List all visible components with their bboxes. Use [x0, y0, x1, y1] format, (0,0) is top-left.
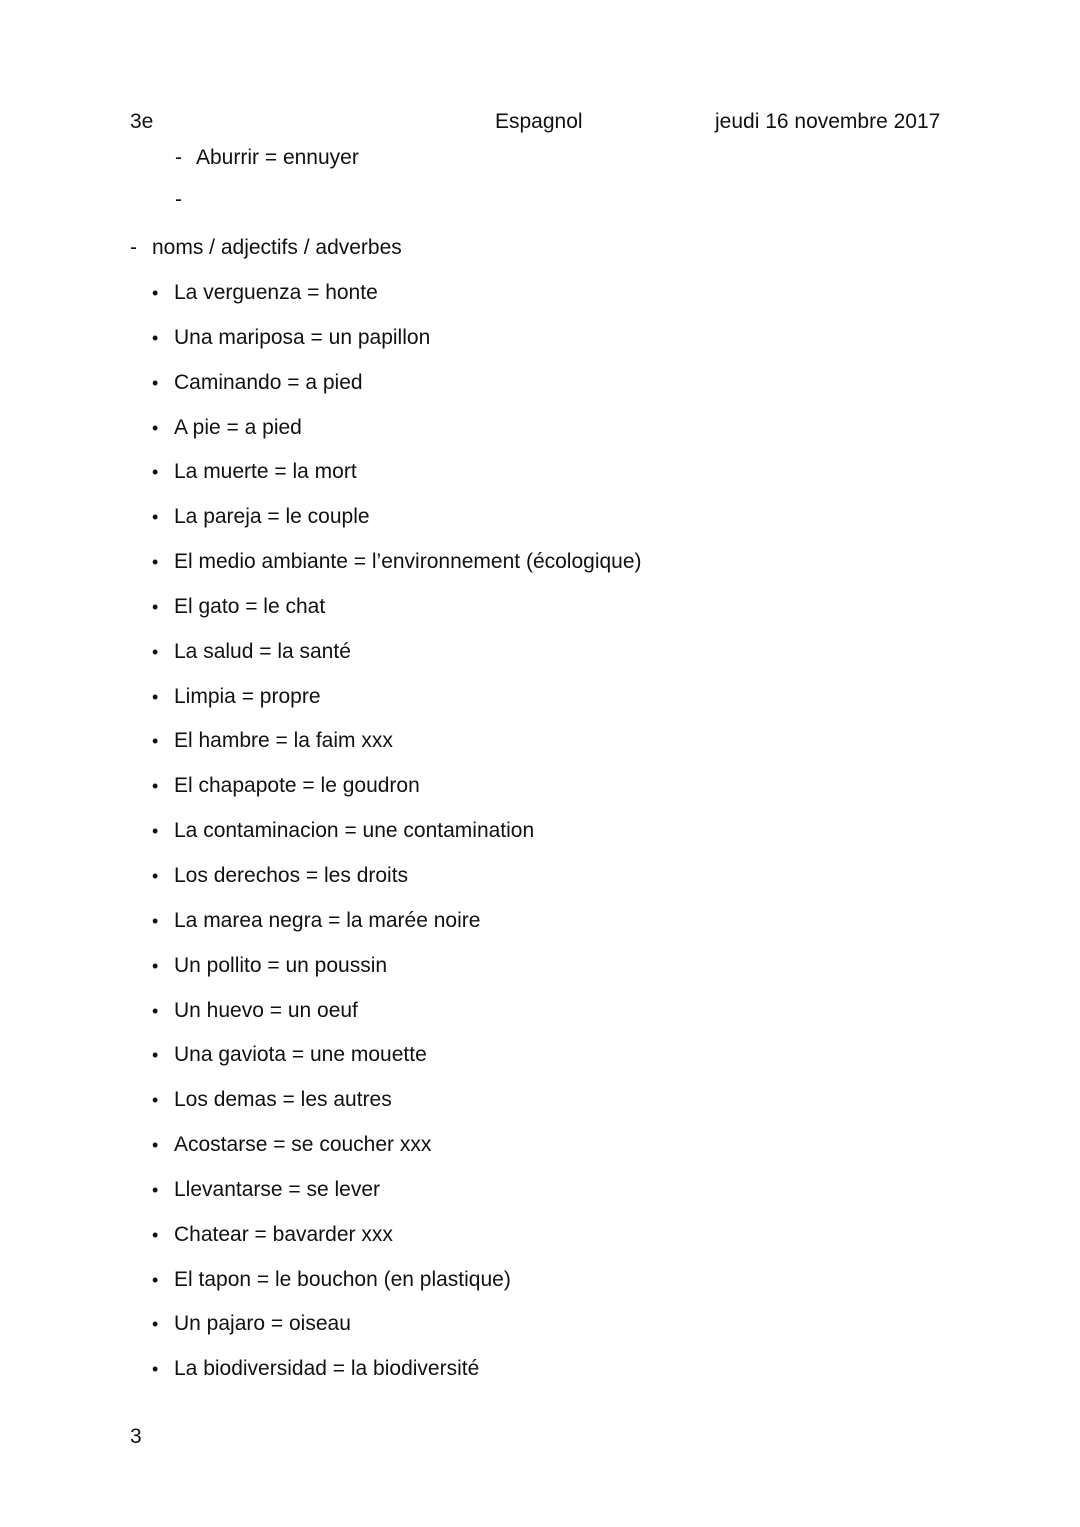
section-title: [130, 234, 402, 262]
bullet-icon: •: [152, 821, 159, 842]
bullet-icon: •: [152, 910, 159, 931]
vocab-text: Los demas = les autres: [174, 1088, 392, 1112]
bullet-icon: •: [152, 1179, 159, 1200]
vocab-text: Una gaviota = une mouette: [174, 1043, 427, 1067]
section-title-text: noms / adjectifs / adverbes: [152, 236, 402, 259]
vocab-text: Limpia = propre: [174, 684, 321, 708]
bullet-icon: •: [152, 641, 159, 662]
header-class: 3e: [130, 110, 154, 133]
vocab-text: La marea negra = la marée noire: [174, 908, 481, 932]
bullet-icon: •: [152, 462, 159, 483]
vocab-text: La muerte = la mort: [174, 460, 357, 484]
vocab-text: A pie = a pied: [174, 415, 302, 439]
verb-line-1: [175, 144, 359, 172]
vocab-text: Acostarse = se coucher xxx: [174, 1133, 432, 1157]
vocab-text: Un pajaro = oiseau: [174, 1312, 351, 1336]
vocab-text: Un huevo = un oeuf: [174, 998, 358, 1022]
vocab-text: El hambre = la faim xxx: [174, 729, 393, 753]
dash-marker: -: [130, 236, 137, 259]
bullet-icon: •: [152, 686, 159, 707]
bullet-icon: •: [152, 1000, 159, 1021]
bullet-icon: •: [152, 417, 159, 438]
bullet-icon: •: [152, 372, 159, 393]
bullet-icon: •: [152, 776, 159, 797]
vocab-text: El chapapote = le goudron: [174, 774, 420, 798]
vocab-text: Caminando = a pied: [174, 370, 363, 394]
vocab-text: La contaminacion = une contamination: [174, 819, 535, 843]
header-subject: Espagnol: [495, 110, 583, 133]
dash-marker: -: [175, 188, 182, 211]
bullet-icon: •: [152, 1359, 159, 1380]
vocab-text: Chatear = bavarder xxx: [174, 1222, 393, 1246]
bullet-icon: •: [152, 507, 159, 528]
dash-marker: -: [175, 146, 182, 169]
bullet-icon: •: [152, 552, 159, 573]
vocab-text: El medio ambiante = l’environnement (écologique): [174, 550, 642, 574]
bullet-icon: •: [152, 1314, 159, 1335]
verb-text: Aburrir = ennuyer: [196, 146, 359, 169]
bullet-icon: •: [152, 283, 159, 303]
vocab-text: Un pollito = un poussin: [174, 953, 388, 977]
bullet-icon: •: [152, 1045, 159, 1066]
bullet-icon: •: [152, 596, 159, 617]
verb-line-2: [175, 186, 196, 214]
vocab-text: El gato = le chat: [174, 594, 326, 618]
bullet-icon: •: [152, 1224, 159, 1245]
vocab-text: La biodiversidad = la biodiversité: [174, 1357, 480, 1381]
vocab-text: La verguenza = honte: [174, 281, 378, 304]
bullet-icon: •: [152, 1269, 159, 1290]
bullet-icon: •: [152, 955, 159, 976]
bullet-icon: •: [152, 1090, 159, 1111]
vocab-text: Los derechos = les droits: [174, 863, 409, 887]
header-date: jeudi 16 novembre 2017: [715, 110, 941, 133]
vocab-text: La pareja = le couple: [174, 505, 370, 529]
vocab-text: Llevantarse = se lever: [174, 1177, 381, 1201]
bullet-icon: •: [152, 327, 159, 348]
bullet-icon: •: [152, 1135, 159, 1156]
vocab-text: Una mariposa = un papillon: [174, 325, 431, 349]
vocab-text: La salud = la santé: [174, 639, 351, 663]
bullet-icon: •: [152, 731, 159, 752]
page-number: 3: [130, 1425, 142, 1448]
vocab-text: El tapon = le bouchon (en plastique): [174, 1267, 511, 1291]
bullet-icon: •: [152, 865, 159, 886]
